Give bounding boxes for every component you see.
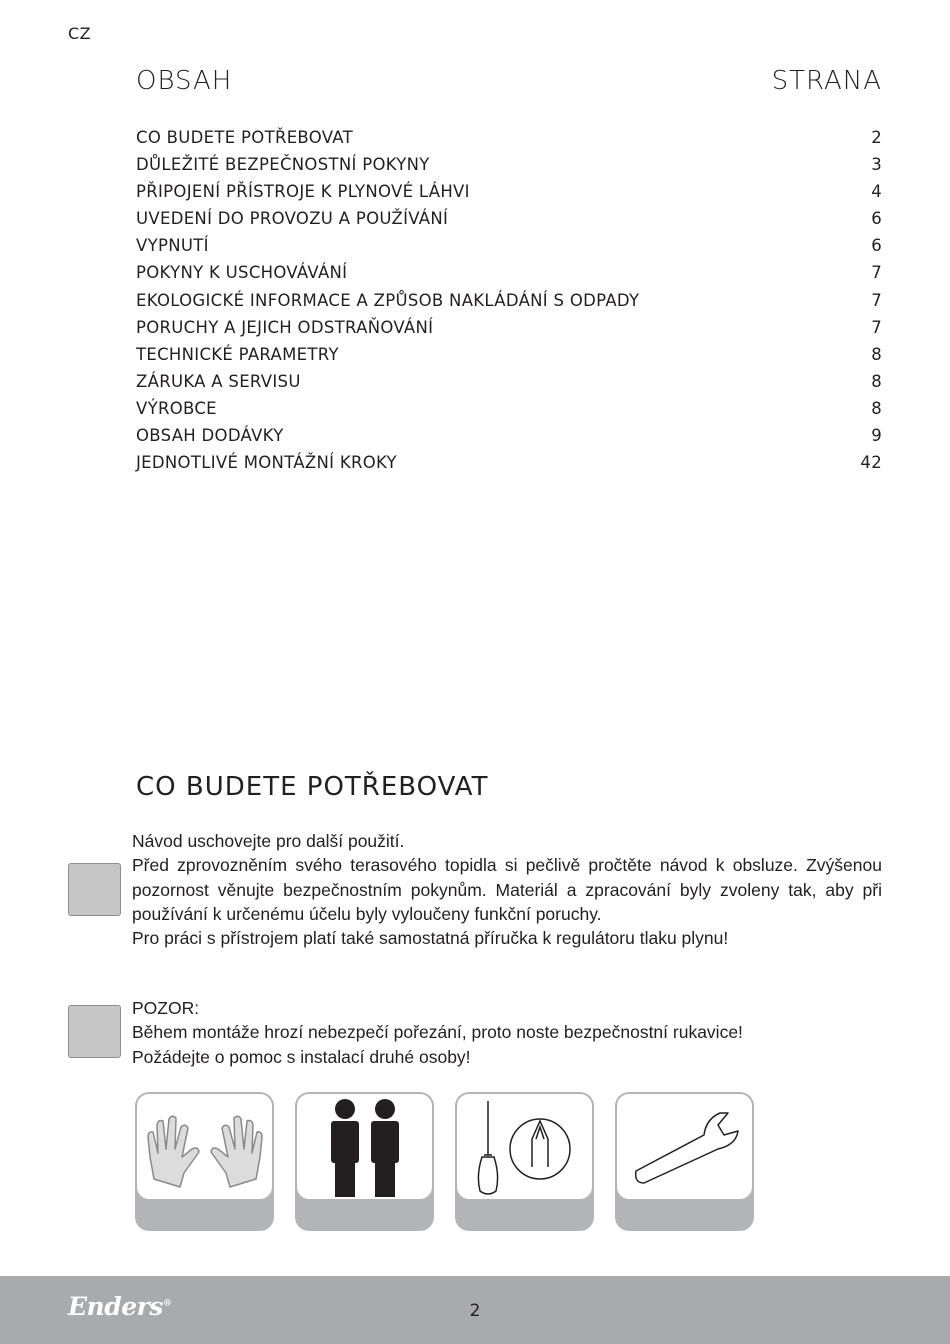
gloves-icon — [140, 1097, 270, 1197]
toc-entry-title: VYPNUTÍ — [136, 236, 209, 256]
toc-entry[interactable] — [136, 396, 882, 423]
toc-entry-page: 9 — [871, 426, 882, 446]
wrench-icon — [620, 1097, 750, 1197]
brand-name: Enders — [68, 1292, 163, 1321]
warning-marker-icon — [68, 1005, 121, 1058]
info-line: Návod uschovejte pro další použití. — [132, 831, 405, 851]
toc-heading: OBSAH — [136, 66, 233, 96]
info-line: Před zprovozněním svého terasového topidla si pečlivě pročtěte návod k obsluze. Zvýšenou pozornost věnujte bezpečnostním pokynům. Materiál a zpracování byly zvoleny tak, aby při používání k určenému účelu byly vyloučeny funkční poruchy. — [132, 855, 882, 924]
toc-entry-title: POKYNY K USCHOVÁVÁNÍ — [136, 263, 348, 283]
toc-header — [136, 66, 882, 96]
toc-entry[interactable] — [136, 233, 882, 260]
toc-entry-page: 8 — [871, 344, 882, 364]
toc-entry[interactable] — [136, 342, 882, 369]
toc-entry[interactable] — [136, 288, 882, 315]
tool-card-persons — [295, 1092, 434, 1231]
toc-page-heading: STRANA — [771, 66, 882, 96]
toc-entry-page: 8 — [871, 371, 882, 391]
toc-entry-page: 7 — [871, 317, 882, 337]
info-notice — [132, 829, 882, 950]
toc-entry-page: 8 — [871, 398, 882, 418]
toc-entry-title: DŮLEŽITÉ BEZPEČNOSTNÍ POKYNY — [136, 155, 430, 175]
toc-entry[interactable] — [136, 315, 882, 342]
required-tools — [135, 1092, 754, 1231]
toc-entry-title: OBSAH DODÁVKY — [136, 426, 284, 446]
toc-entry[interactable] — [136, 450, 882, 477]
tool-card-screwdriver — [455, 1092, 594, 1231]
toc-entry-title: JEDNOTLIVÉ MONTÁŽNÍ KROKY — [136, 453, 397, 473]
toc-entry-title: UVEDENÍ DO PROVOZU A POUŽÍVÁNÍ — [136, 209, 449, 229]
language-code: CZ — [68, 24, 92, 43]
toc-entry-title: ZÁRUKA A SERVISU — [136, 371, 301, 391]
toc-entry[interactable] — [136, 125, 882, 152]
toc-entry[interactable] — [136, 179, 882, 206]
warning-notice — [132, 996, 882, 1069]
toc-entry-page: 42 — [860, 453, 882, 473]
toc-entry[interactable] — [136, 152, 882, 179]
toc-entry-title: PORUCHY A JEJICH ODSTRAŇOVÁNÍ — [136, 317, 434, 337]
two-persons-icon — [325, 1097, 405, 1197]
page-number: 2 — [469, 1301, 481, 1321]
toc-entry[interactable] — [136, 206, 882, 233]
tool-card-wrench — [615, 1092, 754, 1231]
section-title: CO BUDETE POTŘEBOVAT — [136, 772, 489, 802]
toc-entry-title: EKOLOGICKÉ INFORMACE A ZPŮSOB NAKLÁDÁNÍ S ODPADY — [136, 290, 640, 310]
toc-entry-title: TECHNICKÉ PARAMETRY — [136, 344, 339, 364]
warning-line: POZOR: — [132, 998, 200, 1018]
toc-entry-title: VÝROBCE — [136, 398, 217, 418]
toc-entry-page: 3 — [871, 155, 882, 175]
toc-entry-page: 7 — [871, 263, 882, 283]
warning-line: Požádejte o pomoc s instalací druhé osoby! — [132, 1046, 471, 1067]
toc-entry-page: 2 — [871, 128, 882, 147]
toc-entry-page: 6 — [871, 209, 882, 229]
tool-card-gloves — [135, 1092, 274, 1231]
toc-entry[interactable] — [136, 423, 882, 450]
toc-entry[interactable] — [136, 260, 882, 287]
info-line: Pro práci s přístrojem platí také samostatná příručka k regulátoru tlaku plynu! — [132, 928, 729, 949]
page-footer — [0, 1276, 950, 1344]
toc-entry-page: 6 — [871, 236, 882, 256]
warning-line: Během montáže hrozí nebezpečí pořezání, proto noste bezpečnostní rukavice! — [132, 1022, 743, 1043]
phillips-screwdriver-icon — [460, 1097, 590, 1197]
info-marker-icon — [68, 863, 121, 916]
toc-entry-page: 7 — [871, 290, 882, 310]
toc-entry-page: 4 — [871, 182, 882, 202]
table-of-contents — [136, 125, 882, 477]
brand-mark: ® — [162, 1298, 172, 1309]
toc-entry-title: CO BUDETE POTŘEBOVAT — [136, 128, 353, 147]
toc-entry[interactable] — [136, 369, 882, 396]
toc-entry-title: PŘIPOJENÍ PŘÍSTROJE K PLYNOVÉ LÁHVI — [136, 182, 470, 202]
